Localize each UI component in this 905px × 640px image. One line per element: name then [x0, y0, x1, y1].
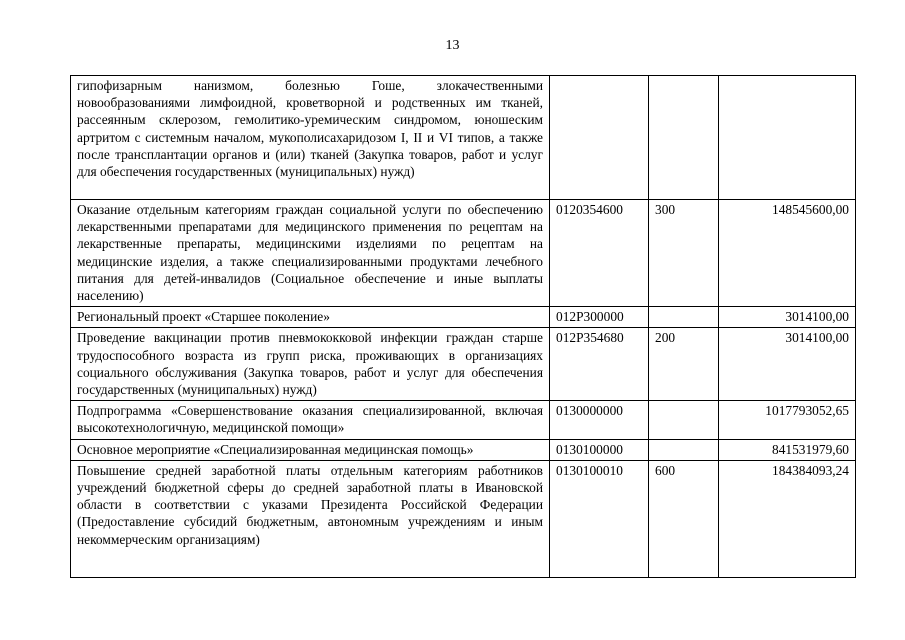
row-target-code: 012P300000 — [550, 307, 649, 328]
table-row — [71, 200, 856, 307]
row-expense-kind — [649, 76, 719, 200]
row-target-code: 012P354680 — [550, 328, 649, 401]
row-target-code: 0120354600 — [550, 200, 649, 307]
row-amount: 148545600,00 — [719, 200, 856, 307]
row-amount: 841531979,60 — [719, 439, 856, 460]
row-expense-kind: 300 — [649, 200, 719, 307]
table-row — [71, 328, 856, 401]
row-amount: 3014100,00 — [719, 328, 856, 401]
row-target-code: 0130100000 — [550, 439, 649, 460]
row-name: Основное мероприятие «Специализированная медицинская помощь» — [71, 439, 550, 460]
row-name: Повышение средней заработной платы отдельным категориям работников учреждений бюджетной сферы до средней заработной платы в Ивановской области в соответствии с указами Президента Российской Федерации (Предоставление субсидий бюджетным, автономным учреждениям и иным некоммерческим организациям) — [71, 460, 550, 577]
row-name: гипофизарным нанизмом, болезнью Гоше, злокачественными новообразованиями лимфоидной, кроветворной и родственных им тканей, рассеянным склерозом, гемолитико-уремическим синдромом, юношеским артритом с системным началом, мукополисахаридозом I, II и VI типов, а также после трансплантации органов и (или) тканей (Закупка товаров, работ и услуг для обеспечения государственных (муниципальных) нужд) — [71, 76, 550, 200]
row-amount: 1017793052,65 — [719, 401, 856, 439]
row-expense-kind — [649, 307, 719, 328]
table-row — [71, 76, 856, 200]
table-row — [71, 307, 856, 328]
table-row — [71, 401, 856, 439]
page-number: 13 — [445, 38, 460, 53]
row-expense-kind — [649, 401, 719, 439]
table-row — [71, 460, 856, 577]
row-target-code — [550, 76, 649, 200]
row-expense-kind — [649, 439, 719, 460]
row-name: Подпрограмма «Совершенствование оказания специализированной, включая высокотехнологичную, медицинской помощи» — [71, 401, 550, 439]
row-name: Оказание отдельным категориям граждан социальной услуги по обеспечению лекарственными препаратами для медицинского применения по рецептам на лекарственные препараты, медицинскими изделиями по рецептам на медицинские изделия, а также специализированными продуктами лечебного питания для детей-инвалидов (Социальное обеспечение и иные выплаты населению) — [71, 200, 550, 307]
row-target-code: 0130100010 — [550, 460, 649, 577]
row-target-code: 0130000000 — [550, 401, 649, 439]
row-expense-kind: 200 — [649, 328, 719, 401]
table-row — [71, 439, 856, 460]
row-name: Проведение вакцинации против пневмококковой инфекции граждан старше трудоспособного возраста из групп риска, проживающих в организациях социального обслуживания (Закупка товаров, работ и услуг для обеспечения государственных (муниципальных) нужд) — [71, 328, 550, 401]
row-amount — [719, 76, 856, 200]
row-name: Региональный проект «Старшее поколение» — [71, 307, 550, 328]
row-amount: 3014100,00 — [719, 307, 856, 328]
row-expense-kind: 600 — [649, 460, 719, 577]
budget-table — [70, 75, 856, 578]
row-amount: 184384093,24 — [719, 460, 856, 577]
